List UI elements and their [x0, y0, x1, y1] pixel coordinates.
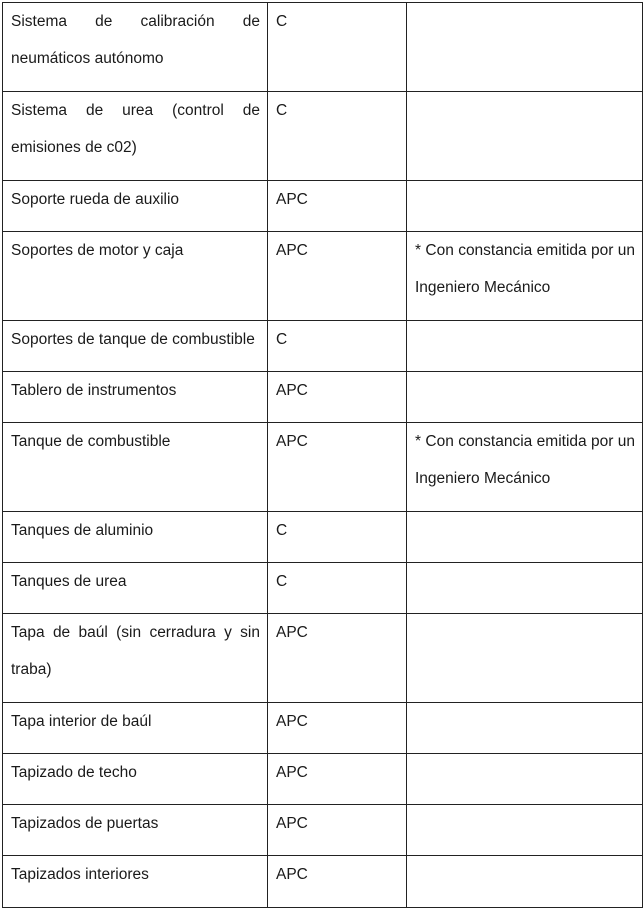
part-name-cell: Soporte rueda de auxilio	[3, 181, 268, 232]
code-cell: APC	[268, 805, 407, 856]
table-row	[3, 754, 643, 805]
parts-table	[2, 2, 643, 908]
part-name-cell: Tanques de urea	[3, 563, 268, 614]
code-cell: APC	[268, 614, 407, 703]
part-name-cell: Soportes de tanque de combustible	[3, 321, 268, 372]
note-cell	[407, 856, 643, 908]
code-cell: APC	[268, 703, 407, 754]
code-cell: APC	[268, 423, 407, 512]
table-row	[3, 232, 643, 321]
note-cell	[407, 512, 643, 563]
part-name-cell: Soportes de motor y caja	[3, 232, 268, 321]
code-cell: APC	[268, 232, 407, 321]
table-row	[3, 92, 643, 181]
part-name-cell: Tapizados de puertas	[3, 805, 268, 856]
table-row	[3, 512, 643, 563]
note-text: * Con constancia emitida por un Ingeniero Mecánico	[415, 242, 635, 296]
code-cell: C	[268, 563, 407, 614]
note-cell	[407, 614, 643, 703]
code-cell: APC	[268, 856, 407, 908]
part-name-cell: Tanques de aluminio	[3, 512, 268, 563]
part-name-cell: Tapizados interiores	[3, 856, 268, 908]
table-row	[3, 563, 643, 614]
note-cell	[407, 181, 643, 232]
code-cell: C	[268, 321, 407, 372]
note-cell	[407, 232, 643, 321]
part-name-cell: Tanque de combustible	[3, 423, 268, 512]
code-cell: C	[268, 512, 407, 563]
table-row	[3, 181, 643, 232]
code-cell: APC	[268, 372, 407, 423]
table-row	[3, 321, 643, 372]
table-row	[3, 3, 643, 92]
note-cell	[407, 92, 643, 181]
code-cell: C	[268, 3, 407, 92]
note-cell	[407, 703, 643, 754]
part-name-cell: Tapa interior de baúl	[3, 703, 268, 754]
table-row	[3, 614, 643, 703]
table-row	[3, 856, 643, 908]
part-name-cell: Sistema de urea (control de emisiones de c02)	[3, 92, 268, 181]
note-text: * Con constancia emitida por un Ingeniero Mecánico	[415, 433, 635, 487]
note-cell	[407, 3, 643, 92]
code-cell: APC	[268, 181, 407, 232]
part-name-cell: Tapa de baúl (sin cerradura y sin traba)	[3, 614, 268, 703]
table-row	[3, 703, 643, 754]
code-cell: APC	[268, 754, 407, 805]
table-row	[3, 372, 643, 423]
part-name-cell: Sistema de calibración de neumáticos autónomo	[3, 3, 268, 92]
code-cell: C	[268, 92, 407, 181]
note-cell	[407, 423, 643, 512]
part-name-cell: Tablero de instrumentos	[3, 372, 268, 423]
table-row	[3, 423, 643, 512]
part-name-cell: Tapizado de techo	[3, 754, 268, 805]
note-cell	[407, 563, 643, 614]
note-cell	[407, 754, 643, 805]
note-cell	[407, 805, 643, 856]
note-cell	[407, 372, 643, 423]
note-cell	[407, 321, 643, 372]
table-row	[3, 805, 643, 856]
